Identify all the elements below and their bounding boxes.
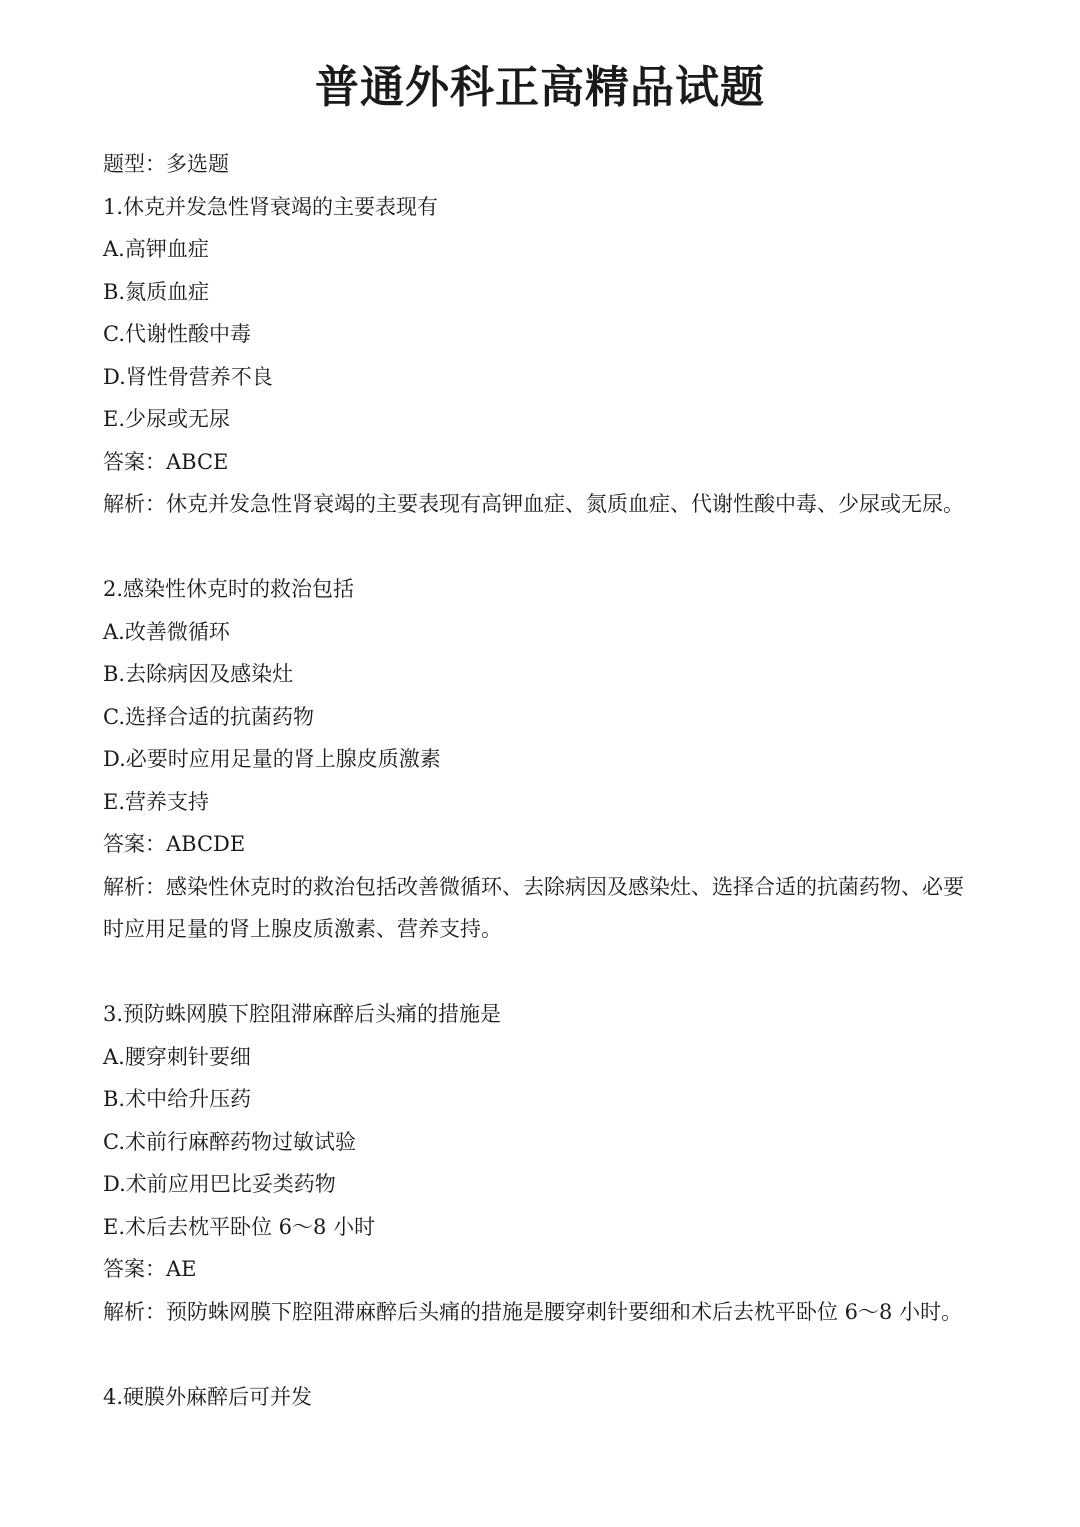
answer-line: 答案：AE <box>103 1257 197 1281</box>
question-4 <box>103 1376 983 1419</box>
analysis-text: 解析：预防蛛网膜下腔阻滞麻醉后头痛的措施是腰穿刺针要细和术后去枕平卧位 6～8 小时。 <box>103 1299 963 1324</box>
question-stem: 4.硬膜外麻醉后可并发 <box>103 1384 313 1409</box>
answer-line: 答案：ABCE <box>103 449 229 474</box>
question-stem: 1.休克并发急性肾衰竭的主要表现有 <box>103 194 439 219</box>
question-stem: 3.预防蛛网膜下腔阻滞麻醉后头痛的措施是 <box>103 1002 502 1026</box>
question-type-label: 题型：多选题 <box>103 152 229 176</box>
analysis-text: 解析：感染性休克时的救治包括改善微循环、去除病因及感染灶、选择合适的抗菌药物、必要时应用足量的肾上腺皮质激素、营养支持。 <box>103 874 964 941</box>
option-a: A.改善微循环 <box>103 619 230 644</box>
option-e: E.少尿或无尿 <box>103 407 231 431</box>
option-b: B.去除病因及感染灶 <box>103 662 294 686</box>
option-c: C.术前行麻醉药物过敏试验 <box>103 1129 356 1154</box>
option-e: E.术后去枕平卧位 6～8 小时 <box>103 1214 376 1239</box>
option-d: D.术前应用巴比妥类药物 <box>103 1172 336 1196</box>
option-a: A.腰穿刺针要细 <box>103 1044 251 1069</box>
question-spacer <box>103 1333 983 1376</box>
question-3 <box>103 993 983 1376</box>
option-d: D.肾性骨营养不良 <box>103 364 273 389</box>
question-spacer <box>103 951 983 994</box>
question-spacer <box>103 526 983 569</box>
question-stem: 2.感染性休克时的救治包括 <box>103 577 355 601</box>
option-a: A.高钾血症 <box>103 237 209 261</box>
option-b: B.术中给升压药 <box>103 1087 252 1111</box>
page-title: 普通外科正高精品试题 <box>315 62 765 113</box>
option-c: C.代谢性酸中毒 <box>103 322 251 346</box>
document-body <box>103 143 983 1418</box>
answer-line: 答案：ABCDE <box>103 832 246 856</box>
option-e: E.营养支持 <box>103 789 210 814</box>
option-b: B.氮质血症 <box>103 279 210 304</box>
question-2 <box>103 568 983 993</box>
question-1 <box>103 186 983 569</box>
option-c: C.选择合适的抗菌药物 <box>103 704 314 729</box>
option-d: D.必要时应用足量的肾上腺皮质激素 <box>103 747 441 771</box>
analysis-text: 解析：休克并发急性肾衰竭的主要表现有高钾血症、氮质血症、代谢性酸中毒、少尿或无尿。 <box>103 492 964 516</box>
